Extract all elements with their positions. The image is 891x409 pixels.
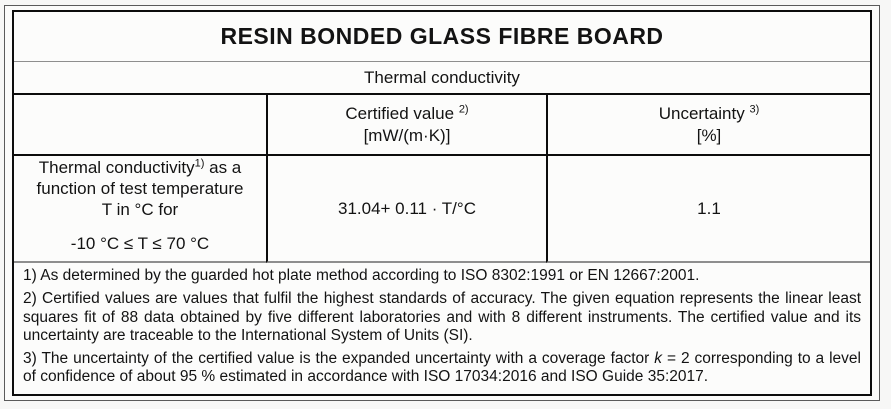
section-title xyxy=(14,62,870,95)
temperature-range: -10 °C ≤ T ≤ 70 °C xyxy=(70,234,210,254)
document-title xyxy=(14,12,870,62)
footnotes xyxy=(14,263,870,394)
header-uncertainty xyxy=(546,95,870,156)
certificate-table xyxy=(12,10,872,396)
header-uncertainty-unit: [%] xyxy=(696,125,722,145)
header-empty-cell xyxy=(14,95,266,156)
footnote-3: 3) The uncertainty of the certified value is the expanded uncertainty with a coverage factor k = 2 corresponding to a level of confidence of about 95 % estimated in accordance with ISO 17034:2016 and ISO Guide 35:2017. xyxy=(23,350,861,386)
header-certified-value-label: Certified value $^{2)}$ xyxy=(345,103,469,124)
document-title-text: RESIN BONDED GLASS FIBRE BOARD xyxy=(220,23,664,49)
footnote-ref-1: 1) xyxy=(194,156,205,169)
cell-uncertainty: 1.1 xyxy=(546,156,870,263)
header-certified-value xyxy=(266,95,546,156)
section-title-text: Thermal conductivity xyxy=(364,67,520,87)
footnote-2: 2) Certified values are values that fulfil the highest standards of accuracy. The given equation represents the linear least squares fit of 88 data obtained by five different laboratories and with 8 different instruments. The certified value and its uncertainty are traceable to the International System of Units (SI). xyxy=(23,290,861,344)
cell-certified-value: 31.04+ 0.11 · T/°C xyxy=(266,156,546,263)
coverage-factor-k: k xyxy=(654,350,663,368)
footnote-ref-2: 2) xyxy=(458,103,469,116)
header-uncertainty-label: Uncertainty $^{3)}$ xyxy=(658,103,760,124)
cell-property xyxy=(14,156,266,263)
header-certified-value-unit: [mW/(m·K)] xyxy=(363,125,451,145)
footnote-ref-3: 3) xyxy=(749,103,760,116)
property-description: Thermal conductivity$^{1)}$ as a function of test temperature T in °C for xyxy=(36,156,244,219)
footnote-1: 1) As determined by the guarded hot plate method according to ISO 8302:1991 or EN 12667:2001. xyxy=(23,267,700,284)
